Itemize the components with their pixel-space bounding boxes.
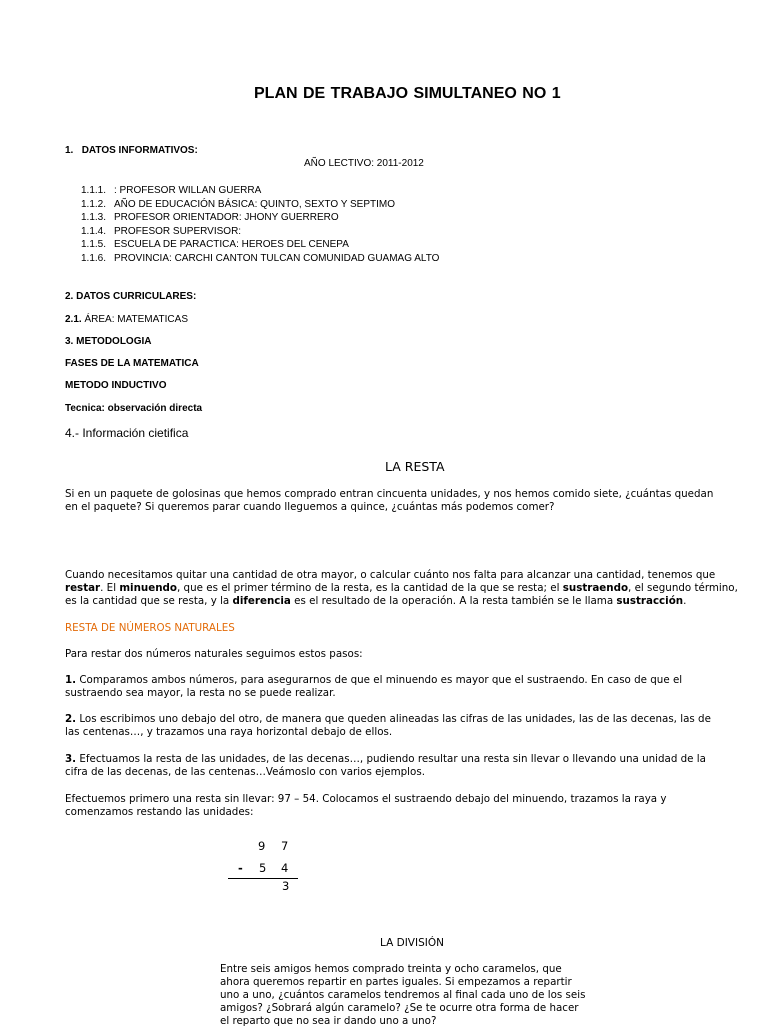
item-number: 1.1.6. bbox=[81, 252, 107, 264]
area-text: ÁREA: MATEMATICAS bbox=[81, 314, 188, 325]
text-fragment: , que es el primer término de la resta, es la cantidad de la que se resta; el bbox=[177, 582, 563, 594]
text-fragment: . bbox=[683, 595, 687, 607]
item-number: 1.1.4. bbox=[81, 225, 107, 237]
example-text bbox=[65, 793, 666, 819]
minuend-units: 7 bbox=[281, 839, 289, 853]
item-number: 1.1.1. bbox=[81, 185, 107, 196]
text-line: Cuando necesitamos quitar una cantidad de otra mayor, o calcular cuánto nos falta para alcanzar una cantidad, tenemos que bbox=[65, 569, 716, 581]
text-line bbox=[65, 753, 706, 766]
text-line: uno a uno, ¿cuántos caramelos tendremos al final cada uno de los seis bbox=[220, 989, 586, 1001]
item-number: 1.1.2. bbox=[81, 198, 107, 210]
step-number: 1. bbox=[65, 674, 77, 686]
item-text: AÑO DE EDUCACIÓN BÁSICA: QUINTO, SEXTO Y SEPTIMO bbox=[114, 198, 395, 210]
text-line: en el paquete? Si queremos parar cuando lleguemos a quince, ¿cuántas más podemos comer? bbox=[65, 501, 555, 513]
text-line: amigos? ¿Sobrará algún caramelo? ¿Se te ocurre otra forma de hacer bbox=[220, 1002, 579, 1014]
text-fragment: , el segundo término, bbox=[628, 582, 738, 594]
item-text: : PROFESOR WILLAN GUERRA bbox=[114, 185, 262, 196]
item-text: PROFESOR SUPERVISOR: bbox=[114, 225, 242, 237]
la-resta-title: LA RESTA bbox=[385, 459, 445, 474]
page-title: PLAN DE TRABAJO SIMULTANEO NO 1 bbox=[254, 85, 561, 102]
resta-definition bbox=[65, 569, 738, 608]
step-number: 2. bbox=[65, 713, 77, 725]
area-line bbox=[65, 314, 188, 325]
item-number: 1.1.3. bbox=[81, 212, 107, 223]
text-line: cifra de las decenas, de las centenas…Veámoslo con varios ejemplos. bbox=[65, 766, 425, 778]
text-fragment: es la cantidad que se resta, y la bbox=[65, 595, 233, 607]
step-3 bbox=[65, 753, 706, 779]
item-number: 1.1.5. bbox=[81, 239, 107, 250]
section-number: 1. bbox=[65, 145, 74, 156]
division-intro bbox=[220, 963, 585, 1028]
text-line: Si en un paquete de golosinas que hemos comprado entran cincuenta unidades, y nos hemos comido siete, ¿cuántas quedan bbox=[65, 488, 714, 500]
subtrahend-units: 4 bbox=[281, 861, 289, 875]
list-item bbox=[81, 211, 439, 225]
text-line: sustraendo sea mayor, la resta no se puede realizar. bbox=[65, 687, 336, 699]
la-division-title: LA DIVISIÓN bbox=[380, 937, 444, 949]
info-list bbox=[81, 184, 439, 265]
item-text: PROVINCIA: CARCHI CANTON TULCAN COMUNIDAD GUAMAG ALTO bbox=[114, 252, 440, 264]
item-text: ESCUELA DE PARACTICA: HEROES DEL CENEPA bbox=[114, 239, 349, 250]
steps-intro: Para restar dos números naturales seguimos estos pasos: bbox=[65, 648, 363, 660]
list-item bbox=[81, 225, 439, 239]
list-item bbox=[81, 198, 439, 212]
text-fragment: Efectuamos la resta de las unidades, de las decenas…, pudiendo resultar una resta sin llevar o llevando una unidad de la bbox=[76, 753, 706, 765]
item-text: PROFESOR ORIENTADOR: JHONY GUERRERO bbox=[114, 212, 339, 223]
metodologia-heading: 3. METODOLOGIA bbox=[65, 336, 152, 347]
section-datos-curriculares: 2. DATOS CURRICULARES: bbox=[65, 291, 197, 302]
area-number: 2.1. bbox=[65, 314, 82, 325]
text-line: el reparto que no sea ir dando uno a uno? bbox=[220, 1015, 437, 1027]
text-line: ahora queremos repartir en partes iguales. Si empezamos a repartir bbox=[220, 976, 572, 988]
text-fragment: . El bbox=[100, 582, 120, 594]
informacion-heading: 4.- Información cietifica bbox=[65, 426, 189, 440]
tecnica-heading: Tecnica: observación directa bbox=[65, 403, 203, 414]
term-restar: restar bbox=[65, 582, 101, 594]
text-fragment: Los escribimos uno debajo del otro, de manera que queden alineadas las cifras de las unidades, las de las decenas, las de bbox=[76, 713, 711, 725]
section-datos-informativos bbox=[65, 145, 198, 156]
text-line bbox=[65, 674, 682, 687]
list-item bbox=[81, 252, 439, 266]
subtrahend-tens: 5 bbox=[259, 861, 267, 875]
text-fragment: es el resultado de la operación. A la resta también se le llama bbox=[290, 595, 617, 607]
text-line bbox=[65, 582, 738, 595]
term-minuendo: minuendo bbox=[119, 582, 178, 594]
step-2 bbox=[65, 713, 711, 739]
section-heading: DATOS INFORMATIVOS: bbox=[81, 145, 198, 156]
text-line: Entre seis amigos hemos comprado treinta y ocho caramelos, que bbox=[220, 963, 562, 975]
term-sustraccion: sustracción bbox=[616, 595, 684, 607]
resta-intro bbox=[65, 488, 713, 514]
minuend-tens: 9 bbox=[258, 839, 266, 853]
result-units: 3 bbox=[282, 879, 290, 893]
term-diferencia: diferencia bbox=[232, 595, 291, 607]
resta-naturales-subtitle: RESTA DE NÚMEROS NATURALES bbox=[65, 622, 235, 634]
metodo-heading: METODO INDUCTIVO bbox=[65, 380, 167, 391]
term-sustraendo: sustraendo bbox=[562, 582, 629, 594]
text-line bbox=[65, 595, 738, 608]
minus-sign: - bbox=[238, 861, 243, 875]
step-number: 3. bbox=[65, 753, 77, 765]
fases-heading: FASES DE LA MATEMATICA bbox=[65, 358, 199, 369]
list-item bbox=[81, 184, 439, 198]
ano-lectivo: AÑO LECTIVO: 2011-2012 bbox=[304, 158, 424, 169]
step-1 bbox=[65, 674, 682, 700]
text-fragment: Comparamos ambos números, para asegurarnos de que el minuendo es mayor que el sustraendo. En caso de que el bbox=[76, 674, 683, 686]
text-line: las centenas…, y trazamos una raya horizontal debajo de ellos. bbox=[65, 726, 393, 738]
text-line bbox=[65, 713, 711, 726]
text-line: comenzamos restando las unidades: bbox=[65, 806, 254, 818]
text-line: Efectuemos primero una resta sin llevar: 97 – 54. Colocamos el sustraendo debajo del minuendo, trazamos la raya y bbox=[65, 793, 667, 805]
list-item bbox=[81, 238, 439, 252]
